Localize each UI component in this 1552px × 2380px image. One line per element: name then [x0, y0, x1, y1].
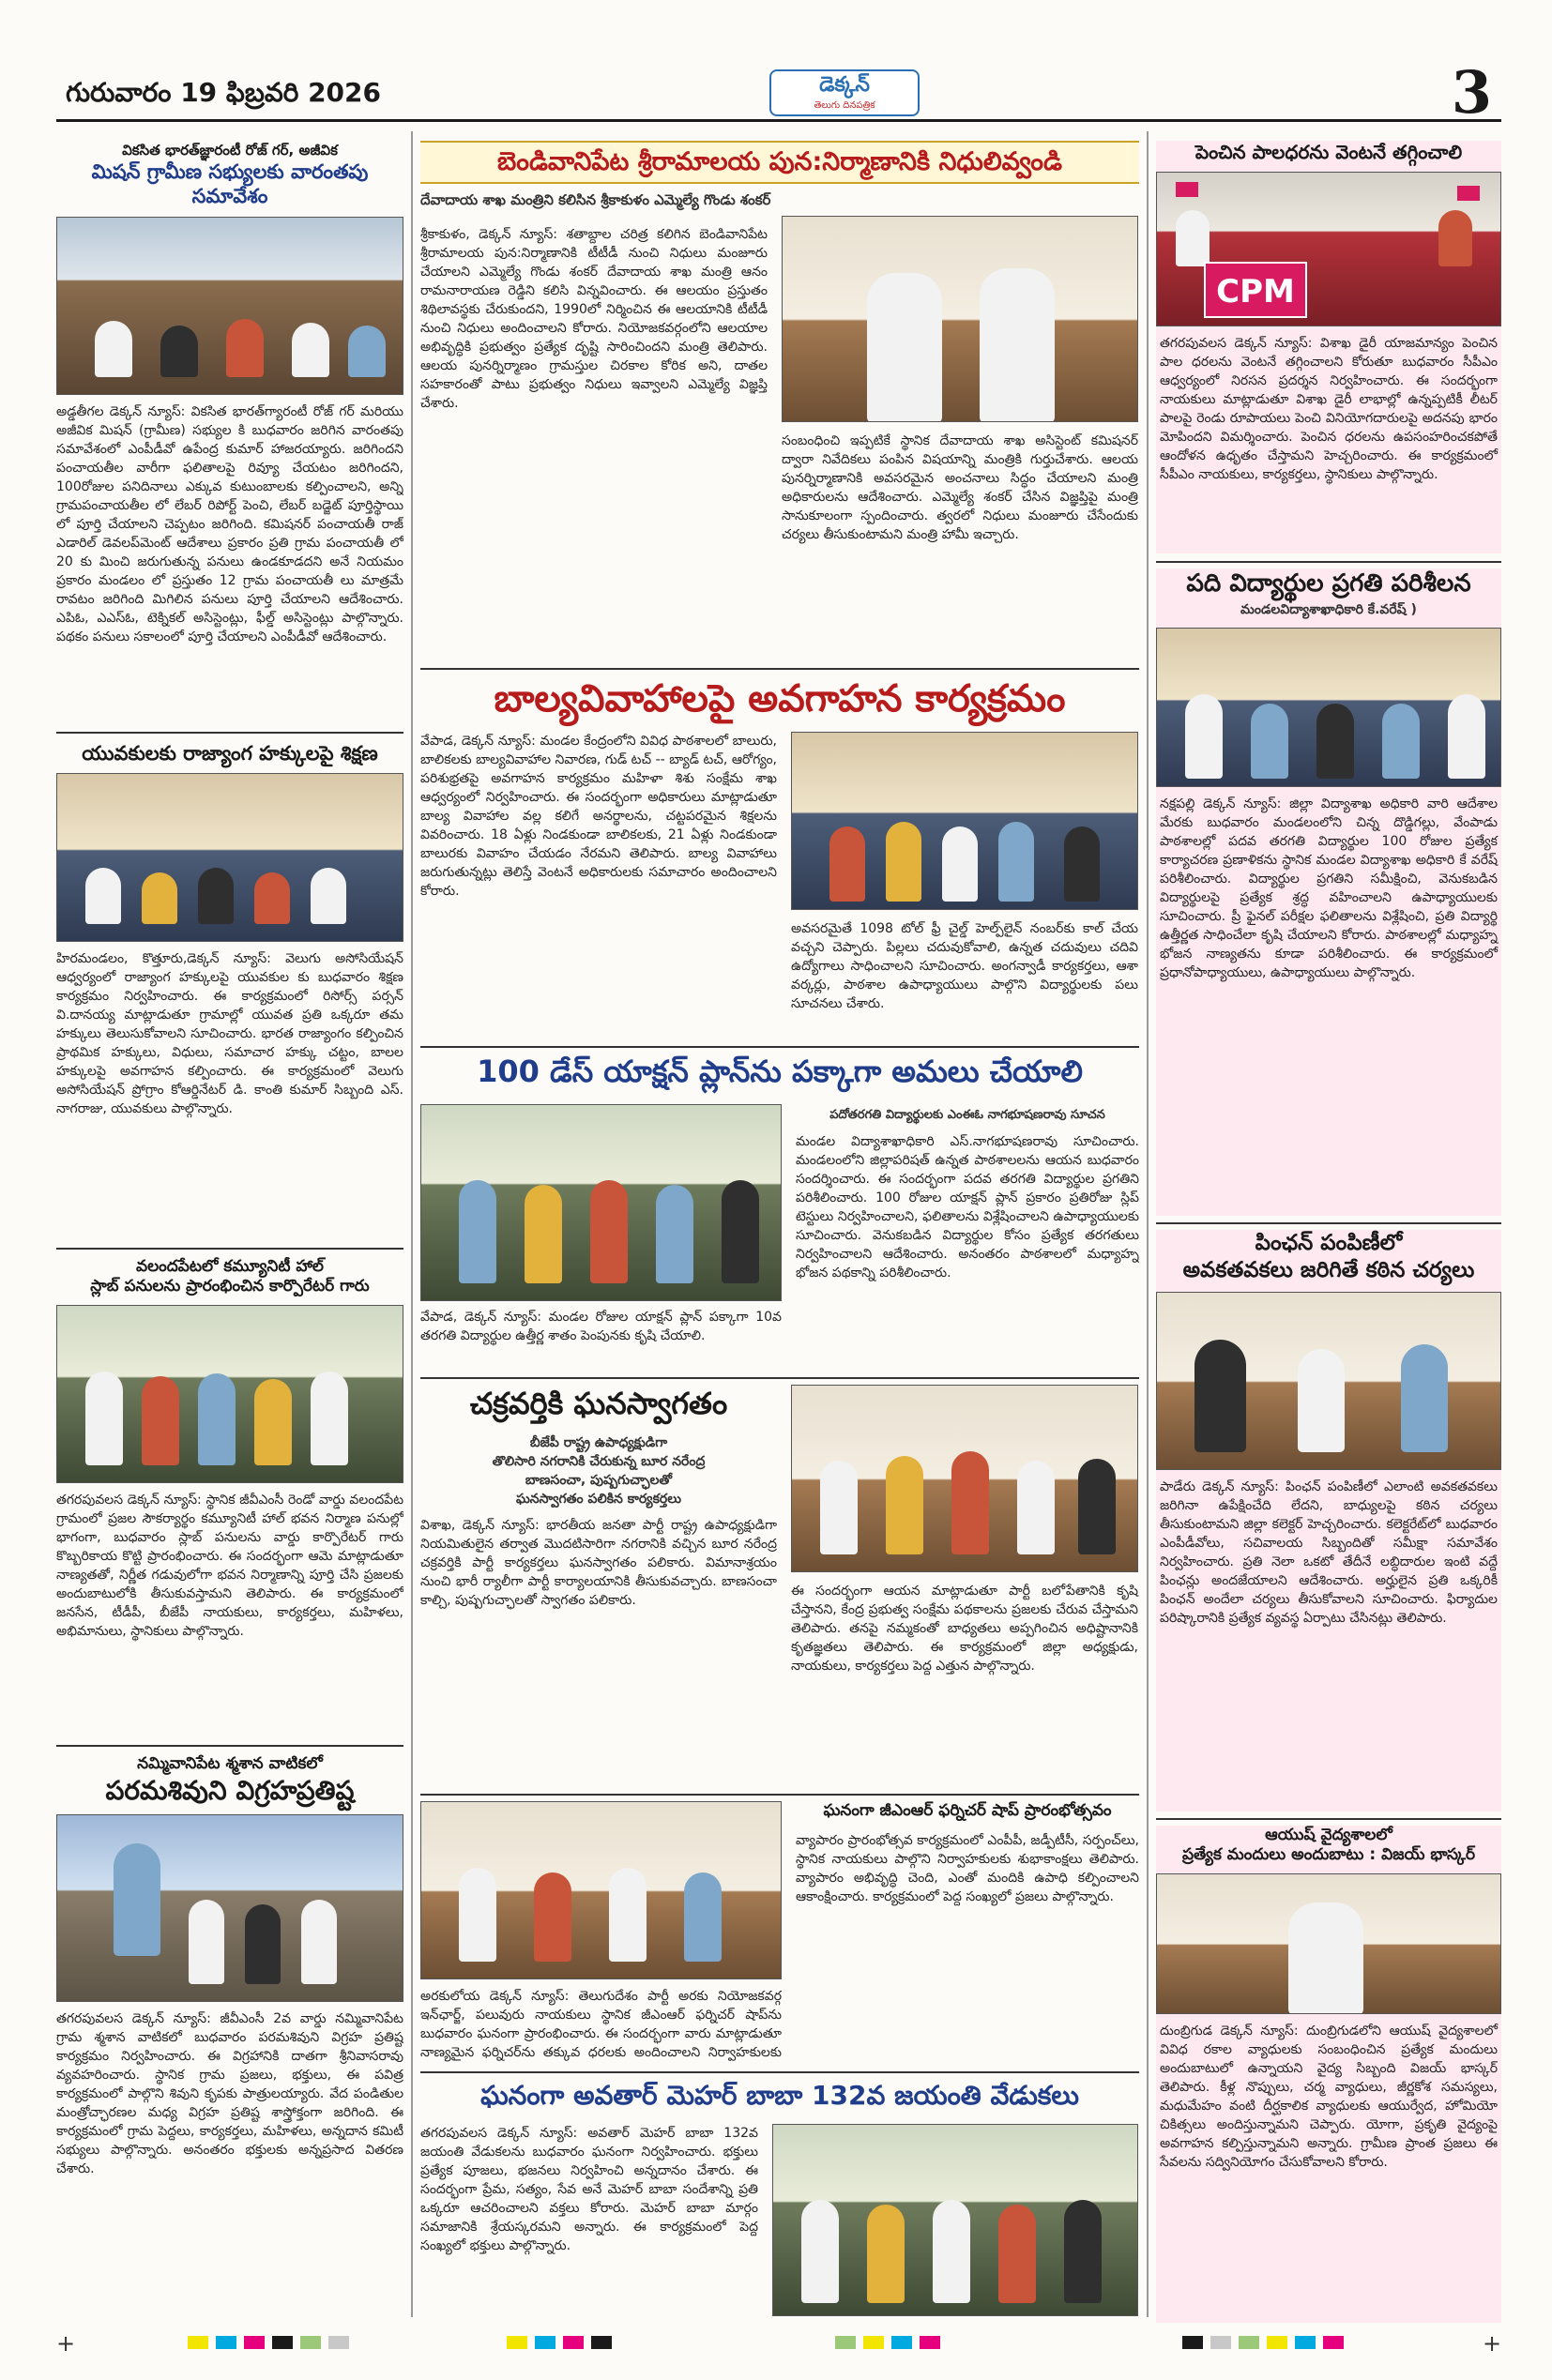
person-figure — [525, 1185, 562, 1283]
story-action-plan — [420, 1053, 1139, 1372]
color-swatch — [244, 2336, 265, 2349]
story-body: వేపాడ, డెక్కన్ న్యూస్: మండల కేంద్రంలోని వివిధ పాఠశాలలో బాలురు, బాలికలకు బాల్యవివాహాల నివారణ, గుడ్ టచ్ -- బ్యాడ్ టచ్, ఆరోగ్యం, పరిశుభ్రతపై అవగాహన కార్యక్రమం మహిళా శిశు సంక్షేమ శాఖ ఆధ్వర్యంలో నిర్వహించారు. ఈ సందర్భంగా అధికారులు మాట్లాడుతూ బాల్య వివాహాల వల్ల కలిగే అనర్థాలను, చట్టపరమైన శిక్షలను వివరించారు. 18 ఏళ్లు నిండకుండా బాలికలకు, 21 ఏళ్లు నిండకుండా బాలురకు వివాహం చేయడం నేరమని తెలిపారు. బాల్య వివాహాలు జరుగుతున్నట్లు తెలిస్తే వెంటనే అధికారులకు సమాచారం అందించాలని కోరారు. — [420, 734, 777, 899]
person-figure — [85, 1372, 123, 1465]
story-pension — [1156, 1230, 1501, 1812]
story-subheadline: ఘనస్వాగతం పలికిన కార్యకర్తలు — [516, 1492, 681, 1507]
person-figure — [609, 1868, 647, 1962]
story-body: అరకులోయ డెక్కన్ న్యూస్: తెలుగుదేశం పార్టీ అరకు నియోజకవర్గ ఇన్‌ఛార్జ్, పలువురు నాయకులు స్థానిక జీఎంఆర్ ఫర్నిచర్ షాప్‌ను బుధవారం ఘనంగా ప్రారంభించారు. ఈ సందర్భంగా వారు మాట్లాడుతూ నాణ్యమైన ఫర్నిచర్‌ను తక్కువ ధరలకు అందించాలని నిర్వాహకులకు — [420, 1989, 782, 2060]
person-figure — [311, 1372, 348, 1465]
story-rozgar — [56, 141, 403, 722]
story-divider — [420, 1794, 1139, 1796]
story-body: విశాఖ, డెక్కన్ న్యూస్: భారతీయ జనతా పార్టీ రాష్ట్ర ఉపాధ్యక్షుడిగా నియమితులైన తర్వాత మొదటిసారిగా నగరానికి వచ్చిన బూర నరేంద్ర చక్రవర్తికి పార్టీ కార్యకర్తలు ఘనస్వాగతం పలికారు. విమానాశ్రయం నుంచి భారీ ర్యాలీగా పార్టీ కార్యాలయానికి తీసుకువచ్చారు. బాణసంచా కాల్చి, పుష్పగుచ్ఛాలతో స్వాగతం పలికారు. — [420, 1518, 777, 1608]
story-community-hall — [56, 1257, 403, 1736]
person-figure — [951, 1451, 989, 1554]
story-divider — [1156, 1818, 1501, 1820]
person-figure — [1064, 2200, 1102, 2303]
story-kicker: వికసిత భారత్‌జ్ఞారంటీ రోజ్ గర్, అజీవిక — [122, 142, 338, 159]
story-headline: అవకతవకలు జరిగితే కఠిన చర్యలు — [1182, 1257, 1475, 1282]
person-figure — [684, 1872, 722, 1962]
person-figure — [980, 268, 1055, 422]
story-photo[interactable] — [1156, 628, 1501, 787]
logo-tagline: తెలుగు దినపత్రిక — [814, 100, 875, 111]
color-swatch — [1239, 2336, 1259, 2349]
story-temple — [420, 141, 1139, 661]
story-headline: బెండివానిపేట శ్రీరామాలయ పున:నిర్మాణానికి నిధులివ్వండి — [420, 141, 1139, 184]
person-figure — [1017, 1461, 1055, 1554]
story-body: సంబంధించి ఇప్పటికే స్థానిక దేవాదాయ శాఖ అసిస్టెంట్ కమిషనర్ ద్వారా నివేదికలు పంపిన విషయాన్ని మంత్రికి గుర్తుచేశారు. ఆలయ పునర్నిర్మాణానికి అవసరమైన అంచనాలు సిద్ధం చేయాలని మంత్రి అధికారులను ఆదేశించారు. ఎమ్మెల్యే శంకర్ చేసిన విజ్ఞప్తిపై మంత్రి సానుకూలంగా స్పందించారు. త్వరలో నిధులు మంజూరు చేసేందుకు చర్యలు తీసుకుంటామని మంత్రి హామీ ఇచ్చారు. — [782, 433, 1138, 542]
person-figure — [311, 868, 346, 924]
story-photo[interactable] — [56, 217, 403, 395]
story-tenth-progress — [1156, 568, 1501, 1216]
story-welcome — [420, 1385, 1139, 1788]
color-swatch — [272, 2336, 293, 2349]
story-headline: వలందపేటలో కమ్యూనిటీ హాల్ — [136, 1257, 324, 1276]
story-divider — [56, 1248, 403, 1250]
story-divider — [420, 1046, 1139, 1048]
color-swatch — [1267, 2336, 1287, 2349]
person-figure — [1078, 1459, 1116, 1554]
story-body: హిరమండలం, కొత్తూరు,డెక్కన్ న్యూస్: వెలుగు అసోసియేషన్ ఆధ్వర్యంలో రాజ్యాంగ హక్కులపై యువకుల కు బుధవారం శిక్షణ కార్యక్రమం నిర్వహించారు. ఈ కార్యక్రమంలో రిసోర్స్ పర్సన్ వి.దానయ్య మాట్లాడుతూ గ్రామాల్లో యువత ప్రతి ఒక్కరూ తమ హక్కులు తెలుసుకోవాలని సూచించారు. భారత రాజ్యాంగం కల్పించిన ప్రాథమిక హక్కులు, విధులు, సమాచార హక్కు చట్టం, బాలల హక్కులపై అవగాహన కల్పించారు. ఈ కార్యక్రమంలో వెలుగు అసోసియేషన్ ప్రోగ్రాం కోఆర్డినేటర్ డి. కాంతి కుమార్ సిబ్బంది ఎస్. నాగరాజు, యువకులు పాల్గొన్నారు. — [56, 951, 403, 1117]
person-figure — [254, 1379, 292, 1465]
story-body: శ్రీకాకుళం, డెక్కన్ న్యూస్: శతాబ్దాల చరిత్ర కలిగిన బెండివానిపేట శ్రీరామాలయ పున:నిర్మాణానికి టీటీడీ నుంచి నిధులు మంజూరు చేయాలని ఎమ్మెల్యే గొండు శంకర్ దేవాదాయ శాఖ మంత్రి ఆనం రామనారాయణ రెడ్డిని కలిసి విన్నవించారు. ఈ ఆలయం ప్రస్తుతం శిథిలావస్థకు చేరుకుందని, 1990లో నిర్మించిన ఈ ఆలయానికి టీటీడీ నుంచి నిధులు అందించాలని కోరారు. నియోజకవర్గంలోని ఆలయాల అభివృద్ధికి ప్రభుత్వం ప్రత్యేక దృష్టి సారించిందని మంత్రి తెలిపారు. ఆలయ పునర్నిర్మాణం గ్రామస్తుల చిరకాల కోరిక అని, దాతల సహకారంతో పాటు ప్రభుత్వం నిధులు ఇవ్వాలని ఎమ్మెల్యే విజ్ఞప్తి చేశారు. — [420, 227, 768, 411]
story-photo[interactable] — [791, 732, 1138, 910]
story-youth — [56, 741, 403, 1238]
person-figure — [226, 319, 264, 377]
story-headline: నమ్మివానిపేట శ్మశాన వాటికలో — [137, 1754, 323, 1773]
story-subheadline: పదోతరగతి విద్యార్థులకు ఎంఈఓ నాగభూషణరావు సూచన — [829, 1108, 1105, 1122]
story-body: తగరపువలస డెక్కన్ న్యూస్: అవతార్ మెహర్ బాబా 132వ జయంతి వేడుకలను బుధవారం ఘనంగా నిర్వహించారు. భక్తులు ప్రత్యేక పూజలు, భజనలు నిర్వహించి అన్నదానం చేశారు. ఈ సందర్భంగా ప్రేమ, సత్యం, సేవ అనే మెహర్ బాబా సందేశాన్ని ప్రతి ఒక్కరూ ఆచరించాలని వక్తలు కోరారు. మెహర్ బాబా మార్గం సమాజానికి శ్రేయస్కరమని అన్నారు. ఈ కార్యక్రమంలో పెద్ద సంఖ్యలో భక్తులు పాల్గొన్నారు. — [420, 2126, 758, 2253]
story-shiva-idol — [56, 1754, 403, 2317]
person-figure — [1185, 694, 1223, 779]
person-figure — [245, 1904, 281, 1984]
idol-figure — [114, 1843, 160, 1956]
person-figure — [198, 868, 234, 924]
story-body: తగరపువలస డెక్కన్ న్యూస్: జీవీఎంసీ 2వ వార్డు నమ్మివానిపేట గ్రామ శ్మశాన వాటికలో బుధవారం పరమశివుని విగ్రహ ప్రతిష్ట కార్యక్రమం నిర్వహించారు. ఈ విగ్రహానికి దాతగా శ్రీనివాసరావు వ్యవహరించారు. స్థానిక గ్రామ ప్రజలు, భక్తులు, ఈ పవిత్ర కార్యక్రమంలో పాల్గొని శివుని కృపకు పాత్రులయ్యారు. వేద పండితుల మంత్రోచ్ఛారణల మధ్య విగ్రహ ప్రతిష్ట శాస్త్రోక్తంగా జరిగింది. ఈ కార్యక్రమంలో గ్రామ పెద్దలు, కార్యకర్తలు, మహిళలు, అన్నదాన కమిటీ సభ్యులు పాల్గొన్నారు. అనంతరం భక్తులకు అన్నప్రసాద వితరణ చేశారు. — [56, 2011, 403, 2177]
color-swatch — [1210, 2336, 1231, 2349]
story-meher-baba — [420, 2079, 1139, 2323]
story-headline: 100 డేస్ యాక్షన్ ప్లాన్‌ను పక్కాగా అమలు చేయాలి — [477, 1054, 1083, 1089]
story-headline: స్లాబ్ పనులను ప్రారంభించిన కార్పొరేటర్ గారు — [90, 1277, 370, 1296]
story-body: దుంబ్రిగుడ డెక్కన్ న్యూస్: దుంబ్రిగుడలోని ఆయుష్ వైద్యశాలలో వివిధ రకాల వ్యాధులకు సంబంధించిన ప్రత్యేక మందులు అందుబాటులో ఉన్నాయని వైద్య సిబ్బంది విజయ్ భాస్కర్ తెలిపారు. కీళ్ల నొప్పులు, చర్మ వ్యాధులు, జీర్ణకోశ సమస్యలు, మధుమేహం వంటి దీర్ఘకాలిక వ్యాధులకు ఆయుర్వేద, హోమియో చికిత్సలు అందిస్తున్నామని చెప్పారు. యోగా, ప్రకృతి వైద్యంపై అవగాహన కల్పిస్తున్నామని అన్నారు. గ్రామీణ ప్రాంత ప్రజలు ఈ సేవలను సద్వినియోగం చేసుకోవాలని కోరారు. — [1160, 2023, 1498, 2170]
color-swatch — [1323, 2336, 1344, 2349]
story-body: అడ్డతీగల డెక్కన్ న్యూస్: వికసిత భారత్‌గ్యారంటీ రోజ్ గర్ మరియు అజీవిక మిషన్ (గ్రామీణ) సభ్యుల కి బుధవారం జరిగిన వారంతపు సమావేశంలో ఎంపీడీవో ఉపేంద్ర కుమార్ హాజరయ్యారు. జరిగిందని పంచాయతీల వారీగా ఫలితాలపై రివ్యూ చేయటం జరిగిందని, 100రోజుల పనిదినాలు ఎక్కువ కుటుంబాలకు కల్పించాలని, అన్ని గ్రామపంచాయతీల లో లేబర్ రిపోర్ట్ పెంచి, లేబర్ బడ్జెట్ పూర్తిస్థాయి లో పూర్తి చేయాలని చెప్పటం జరిగింది. కమిషనర్ పంచాయతీ రాజ్ ఎడారిల్ డెవలప్‌మెంట్ ఆదేశాలు ప్రకారం ప్రతి గ్రామ పంచాయతీ లో 20 కు మించి జరుగుతున్న పనులు ఉండకూడదని అనే నియమం ప్రకారం మండలం లో ప్రస్తుతం 12 గ్రామ పంచాయతీ లు మాత్రమే రావటం జరిగింది మిగిలిన పనులు పూర్తి చేయాలని ఆదేశించారు. ఎపిఓ, ఎఎస్ఓ, టెక్నికల్ అసిస్టెంట్లు, ఫీల్డ్ అసిస్టెంట్లు పాల్గొన్నారు. పథకం పనులు సకాలంలో పూర్తి చేయాలని ఎంపీడీవో ఆదేశించారు. — [56, 403, 403, 644]
color-swatch — [835, 2336, 856, 2349]
story-subheadline: మండలవిద్యాశాఖాధికారి కే.వరేష్ ) — [1240, 601, 1417, 617]
story-headline: పది విద్యార్థుల ప్రగతి పరిశీలన — [1186, 569, 1471, 598]
party-flag — [1457, 186, 1480, 201]
color-swatch — [188, 2336, 208, 2349]
person-figure — [867, 273, 942, 422]
story-body: పాడేరు డెక్కన్ న్యూస్: పింఛన్ పంపిణీలో ఎలాంటి అవకతవకలు జరిగినా ఉపేక్షించేది లేదని, బాధ్యులపై కఠిన చర్యలు తీసుకుంటామని జిల్లా కలెక్టర్ హెచ్చరించారు. కలెక్టరేట్‌లో బుధవారం ఎంపీడీవోలు, సచివాలయ సిబ్బందితో సమీక్షా సమావేశం నిర్వహించారు. ప్రతి నెలా ఒకటో తేదీనే లబ్ధిదారుల ఇంటి వద్దే పింఛన్లు అందజేయాలని ఆదేశించారు. అర్హులైన ప్రతి ఒక్కరికీ పింఛన్ అందేలా చర్యలు తీసుకోవాలని సూచించారు. ఫిర్యాదుల పరిష్కారానికి ప్రత్యేక వ్యవస్థ ఏర్పాటు చేసినట్లు తెలిపారు. — [1160, 1478, 1498, 1626]
story-subheadline: దేవాదాయ శాఖ మంత్రిని కలిసిన శ్రీకాకుళం ఎమ్మెల్యే గొండు శంకర్ — [420, 190, 771, 208]
story-photo[interactable] — [56, 1305, 403, 1483]
story-photo[interactable] — [420, 1104, 782, 1301]
person-figure — [142, 1376, 179, 1465]
party-flag — [1176, 182, 1198, 197]
column-divider — [1147, 131, 1149, 2317]
person-figure — [85, 868, 121, 924]
color-swatch — [891, 2336, 912, 2349]
person-figure — [1298, 1349, 1345, 1452]
story-furniture — [420, 1801, 1139, 2064]
story-divider — [1156, 561, 1501, 563]
story-cpm — [1156, 141, 1501, 553]
color-registration-strip — [56, 2330, 1502, 2357]
registration-mark: + — [56, 2330, 76, 2357]
story-divider — [420, 668, 1139, 670]
person-figure — [998, 822, 1034, 902]
person-figure — [198, 1373, 236, 1465]
story-headline: పింఛన్ పంపిణీలో — [1255, 1231, 1403, 1255]
story-subheadline: బీజేపీ రాష్ట్ర ఉపాధ్యక్షుడిగా — [529, 1435, 668, 1450]
person-figure — [867, 2205, 905, 2303]
story-photo[interactable] — [420, 1801, 782, 1979]
story-body: తగరపువలస డెక్కన్ న్యూస్: విశాఖ డైరీ యాజమాన్యం పెంచిన పాల ధరలను వెంటనే తగ్గించాలని కోరుతూ బుధవారం సీపీఎం ఆధ్వర్యంలో నిరసన ప్రదర్శన నిర్వహించారు. ఈ సందర్భంగా నాయకులు మాట్లాడుతూ విశాఖ డైరీ లాభాల్లో ఉన్నప్పటికీ లీటర్ పాలపై రెండు రూపాయలు పెంచి వినియోగదారులపై అదనపు భారం మోపిందని విమర్శించారు. పెంచిన ధరలను ఉపసంహరించకపోతే ఆందోళన ఉధృతం చేస్తామని హెచ్చరించారు. ఈ కార్యక్రమంలో సీపీఎం నాయకులు, కార్యకర్తలు, స్థానికులు పాల్గొన్నారు. — [1160, 336, 1498, 482]
person-figure — [1194, 1340, 1246, 1452]
person-figure — [189, 1900, 224, 1984]
story-body: వ్యాపారం ప్రారంభోత్సవ కార్యక్రమంలో ఎంపీపీ, జడ్పీటీసీ, సర్పంచ్‌లు, స్థానిక నాయకులు పాల్గొని నిర్వాహకులకు శుభాకాంక్షలు తెలిపారు. వ్యాపారం అభివృద్ధి చెంది, ఎంతో మందికి ఉపాధి కల్పించాలని ఆకాంక్షించారు. కార్యక్రమంలో పెద్ద సంఖ్యలో ప్రజలు పాల్గొన్నారు. — [796, 1833, 1139, 1904]
person-figure — [820, 1461, 858, 1554]
story-headline: యువకులకు రాజ్యాంగ హక్కులపై శిక్షణ — [82, 742, 378, 765]
story-photo[interactable] — [791, 1385, 1138, 1572]
color-swatch — [300, 2336, 321, 2349]
color-swatch — [216, 2336, 236, 2349]
page-number: 3 — [1451, 58, 1492, 127]
story-divider — [420, 1377, 1139, 1379]
story-photo[interactable] — [782, 216, 1138, 422]
person-figure — [1288, 1902, 1363, 2014]
person-figure — [1064, 826, 1100, 902]
person-figure — [1316, 704, 1354, 779]
person-figure — [459, 1868, 496, 1962]
color-swatch — [328, 2336, 349, 2349]
person-figure — [459, 1180, 496, 1283]
story-body: ఈ సందర్భంగా ఆయన మాట్లాడుతూ పార్టీ బలోపేతానికి కృషి చేస్తానని, కేంద్ర ప్రభుత్వ సంక్షేమ పథకాలను ప్రజలకు చేరువ చేస్తామని తెలిపారు. తనపై నమ్మకంతో బాధ్యతలు అప్పగించిన అధిష్టానానికి కృతజ్ఞతలు తెలిపారు. ఈ కార్యక్రమంలో జిల్లా అధ్యక్షుడు, నాయకులు, కార్యకర్తలు పెద్ద ఎత్తున పాల్గొన్నారు. — [791, 1584, 1138, 1674]
story-photo[interactable] — [56, 1814, 403, 2002]
story-divider — [420, 2071, 1139, 2073]
registration-mark: + — [1483, 2330, 1502, 2357]
person-figure — [1448, 694, 1485, 779]
person-figure — [801, 2200, 839, 2303]
color-swatch — [1182, 2336, 1203, 2349]
story-body: నక్షపల్లి డెక్కన్ న్యూస్: జిల్లా విద్యాశాఖ అధికారి వారి ఆదేశాల మేరకు బుధవారం మండలంలోని చిన్న దొడ్డిగల్లు, వేంపాడు పాఠశాలల్లో పదవ తరగతి విద్యార్థుల 100 రోజుల ప్రత్యేక కార్యాచరణ ప్రణాళికను స్థానిక మండల విద్యాశాఖ అధికారి కే వరేష్ పరిశీలించారు. విద్యార్థుల ప్రగతిని సమీక్షించి, వెనుకబడిన విద్యార్థులపై ప్రత్యేక శ్రద్ధ వహించాలని ఉపాధ్యాయులకు సూచించారు. ప్రీ ఫైనల్ పరీక్షల ఫలితాలను విశ్లేషించి, ప్రతి విద్యార్థి ఉత్తీర్ణత సాధించేలా కృషి చేయాలని కోరారు. పాఠశాలల్లో మధ్యాహ్న భోజన నాణ్యతను కూడా పరిశీలించారు. ఈ కార్యక్రమంలో ప్రధానోపాధ్యాయులు, ఉపాధ్యాయులు పాల్గొన్నారు. — [1160, 796, 1498, 980]
story-subheadline: తొలిసారి నగరానికి చేరుకున్న బూర నరేంద్ర — [492, 1454, 706, 1469]
person-figure — [348, 326, 386, 377]
story-headline: ప్రత్యేక మందులు అందుబాటు : విజయ్ భాస్కర్ — [1181, 1845, 1476, 1865]
protest-banner: CPM — [1204, 262, 1307, 318]
person-figure — [1176, 210, 1210, 266]
story-body: అవసరమైతే 1098 టోల్ ఫ్రీ చైల్డ్ హెల్ప్‌లైన్ నంబర్‌కు కాల్ చేయ వచ్చని చెప్పారు. పిల్లలు చదువుకోవాలి, ఉన్నత చదువులు చదివి ఉద్యోగాలు సాధించాలని సూచించారు. అంగన్వాడీ కార్యకర్తలు, ఆశా వర్కర్లు, పాఠశాల ఉపాధ్యాయులు పాల్గొని విద్యార్థులకు పలు సూచనలు చేశారు. — [791, 921, 1138, 1011]
color-swatch — [591, 2336, 612, 2349]
story-headline: చక్రవర్తికి ఘనస్వాగతం — [469, 1386, 728, 1421]
story-headline: ఆయుష్ వైద్యశాలలో — [1265, 1826, 1392, 1844]
logo-name: డెక్కన్ — [819, 73, 870, 97]
story-headline: ఘనంగా అవతార్ మెహర్ బాబా 132వ జయంతి వేడుకలు — [480, 2080, 1079, 2111]
story-headline: బాల్యవివాహాలపై అవగాహన కార్యక్రమం — [494, 677, 1066, 720]
story-photo[interactable] — [1156, 1292, 1501, 1470]
column-divider — [411, 131, 413, 2317]
person-figure — [722, 1180, 759, 1283]
story-subheadline: బాణసంచా, పుష్పగుచ్ఛాలతో — [525, 1473, 673, 1488]
person-figure — [998, 2205, 1036, 2303]
photo-caption: వేపాడ, డెక్కన్ న్యూస్: మండల రోజుల యాక్షన్ ప్లాన్ పక్కాగా 10వ తరగతి విద్యార్థుల ఉత్తీర్ణ శాతం పెంపునకు కృషి చేయాలి. — [420, 1310, 782, 1343]
person-figure — [1251, 704, 1288, 779]
story-ayush — [1156, 1826, 1501, 2323]
story-photo[interactable] — [1156, 1873, 1501, 2014]
person-figure — [829, 826, 865, 902]
person-figure — [534, 1872, 571, 1962]
story-headline: పెంచిన పాలధరను వెంటనే తగ్గించాలి — [1194, 141, 1463, 163]
person-figure — [301, 1900, 337, 1984]
story-headline: ఘనంగా జీఎంఆర్ ఫర్నిచర్ షాప్ ప్రారంభోత్సవం — [823, 1801, 1112, 1820]
color-swatch — [1295, 2336, 1316, 2349]
story-divider — [1156, 1222, 1501, 1224]
story-photo[interactable] — [56, 773, 403, 942]
person-figure — [886, 822, 921, 902]
color-swatch — [863, 2336, 884, 2349]
color-swatch — [920, 2336, 940, 2349]
newspaper-logo[interactable] — [769, 69, 920, 116]
story-child-marriage — [420, 675, 1139, 1041]
person-figure — [886, 1456, 923, 1554]
story-headline: పరమశివుని విగ్రహప్రతిష్ట — [105, 1775, 355, 1807]
story-photo[interactable] — [772, 2124, 1138, 2316]
story-photo[interactable] — [1156, 172, 1501, 326]
color-swatch — [507, 2336, 527, 2349]
story-body: తగరపువలస డెక్కన్ న్యూస్: స్థానిక జీవీఎంసీ రెండో వార్డు వలందపేట గ్రామంలో ప్రజల సౌకర్యార్థం కమ్యూనిటీ హాల్ భవన నిర్మాణ పనుల్లో భాగంగా, బుధవారం స్లాబ్ పనులను వార్డు కార్పొరేటర్ గారు కొబ్బరికాయ కొట్టి ప్రారంభించారు. ఈ సందర్భంగా ఆమె మాట్లాడుతూ నాణ్యతతో, నిర్ణీత గడువులోగా భవన నిర్మాణాన్ని పూర్తి చేసి ప్రజలకు అందుబాటులోకి తీసుకువస్తామని తెలిపారు. ఈ కార్యక్రమంలో జనసేన, టీడీపీ, బీజేపీ నాయకులు, కార్యకర్తలు, మహిళలు, అభిమానులు, స్థానికులు పాల్గొన్నారు. — [56, 1492, 403, 1639]
story-divider — [56, 732, 403, 734]
story-divider — [56, 1745, 403, 1747]
person-figure — [292, 323, 329, 377]
person-figure — [656, 1185, 693, 1283]
person-figure — [1401, 1344, 1448, 1452]
story-body: మండల విద్యాశాఖాధికారి ఎస్.నాగభూషణరావు సూచించారు. మండలంలోని జిల్లాపరిషత్ ఉన్నత పాఠశాలలను ఆయన బుధవారం సందర్శించారు. ఈ సందర్భంగా పదవ తరగతి విద్యార్థుల ప్రగతిని పరిశీలించారు. 100 రోజుల యాక్షన్ ప్లాన్ ప్రకారం ప్రతిరోజు స్లిప్ టెస్టులు నిర్వహించాలని, ఫలితాలను విశ్లేషించాలని ఉపాధ్యాయులకు సూచించారు. వెనుకబడిన విద్యార్థుల కోసం ప్రత్యేక తరగతులు నిర్వహించాలని ఆదేశించారు. అనంతరం పాఠశాలలో మధ్యాహ్న భోజన పథకాన్ని పరిశీలించారు. — [796, 1134, 1139, 1281]
issue-date: గురువారం 19 ఫిబ్రవరి 2026 — [66, 77, 382, 108]
person-figure — [95, 321, 132, 377]
color-swatch — [563, 2336, 584, 2349]
person-figure — [1382, 704, 1420, 779]
person-figure — [1438, 210, 1472, 266]
person-figure — [942, 826, 978, 902]
story-headline: మిషన్ గ్రామీణ సభ్యులకు వారంతపు సమావేశం — [91, 160, 369, 208]
color-swatch — [535, 2336, 555, 2349]
person-figure — [254, 872, 290, 924]
person-figure — [142, 872, 177, 924]
masthead — [56, 58, 1501, 127]
person-figure — [933, 2200, 970, 2303]
person-figure — [160, 326, 198, 377]
person-figure — [590, 1180, 628, 1283]
